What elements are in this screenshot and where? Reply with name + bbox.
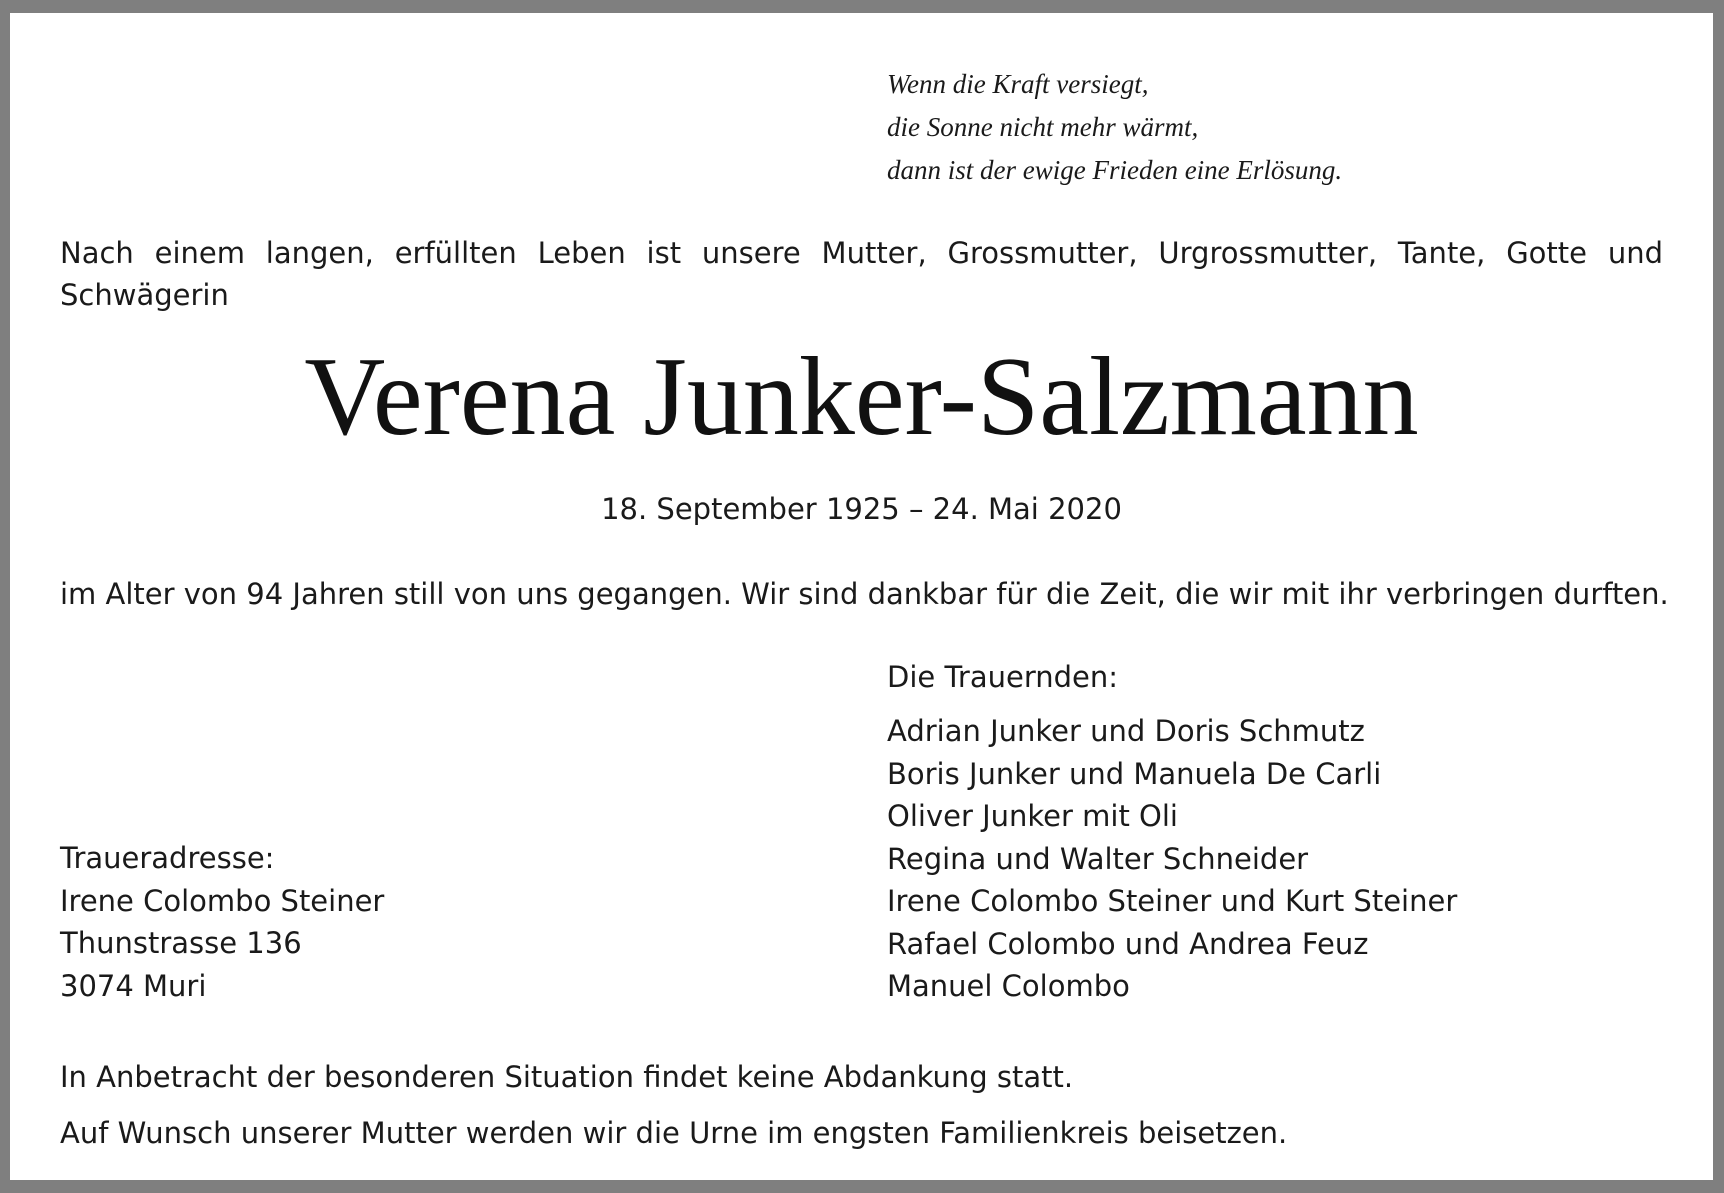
- address-line: Irene Colombo Steiner: [60, 883, 385, 918]
- deceased-name: Verena Junker-Salzmann: [304, 335, 1419, 459]
- motto-line: Wenn die Kraft versiegt,: [887, 69, 1149, 99]
- mourner-entry: Irene Colombo Steiner und Kurt Steiner: [887, 884, 1458, 918]
- mourners-title: Die Trauernden:: [887, 660, 1119, 694]
- mourner-entry: Boris Junker und Manuela De Carli: [887, 756, 1382, 791]
- mourner-entry: Oliver Junker mit Oli: [887, 799, 1178, 833]
- mourner-entry: Rafael Colombo und Andrea Feuz: [887, 926, 1369, 961]
- mourner-entry: Manuel Colombo: [887, 969, 1130, 1003]
- address-line: Thunstrasse 136: [60, 926, 302, 960]
- motto-verse: [887, 63, 1342, 192]
- motto-line: dann ist der ewige Frieden eine Erlösung.: [887, 155, 1343, 185]
- mourner-entry: Adrian Junker und Doris Schmutz: [887, 714, 1365, 748]
- note-line: Auf Wunsch unserer Mutter werden wir die Urne im engsten Familienkreis beisetzen.: [60, 1116, 1288, 1150]
- address-label: Traueradresse:: [60, 841, 275, 875]
- life-dates: 18. September 1925 – 24. Mai 2020: [601, 492, 1122, 526]
- note-line: In Anbetracht der besonderen Situation findet keine Abdankung statt.: [60, 1060, 1074, 1094]
- passage-text: im Alter von 94 Jahren still von uns gegangen. Wir sind dankbar für die Zeit, die wir mit ihr verbringen durften.: [60, 577, 1669, 611]
- address-line: 3074 Muri: [60, 968, 207, 1003]
- motto-line: die Sonne nicht mehr wärmt,: [887, 112, 1199, 142]
- intro-text: Nach einem langen, erfüllten Leben ist unsere Mutter, Grossmutter, Urgrossmutter, Tante, Gotte und Schwägerin: [60, 236, 1663, 312]
- mourners-list: [887, 710, 1457, 1008]
- mourner-entry: Regina und Walter Schneider: [887, 841, 1309, 876]
- obituary-notice: [10, 13, 1713, 1180]
- closing-notes: [60, 1049, 1287, 1161]
- mourning-address: [60, 837, 384, 1007]
